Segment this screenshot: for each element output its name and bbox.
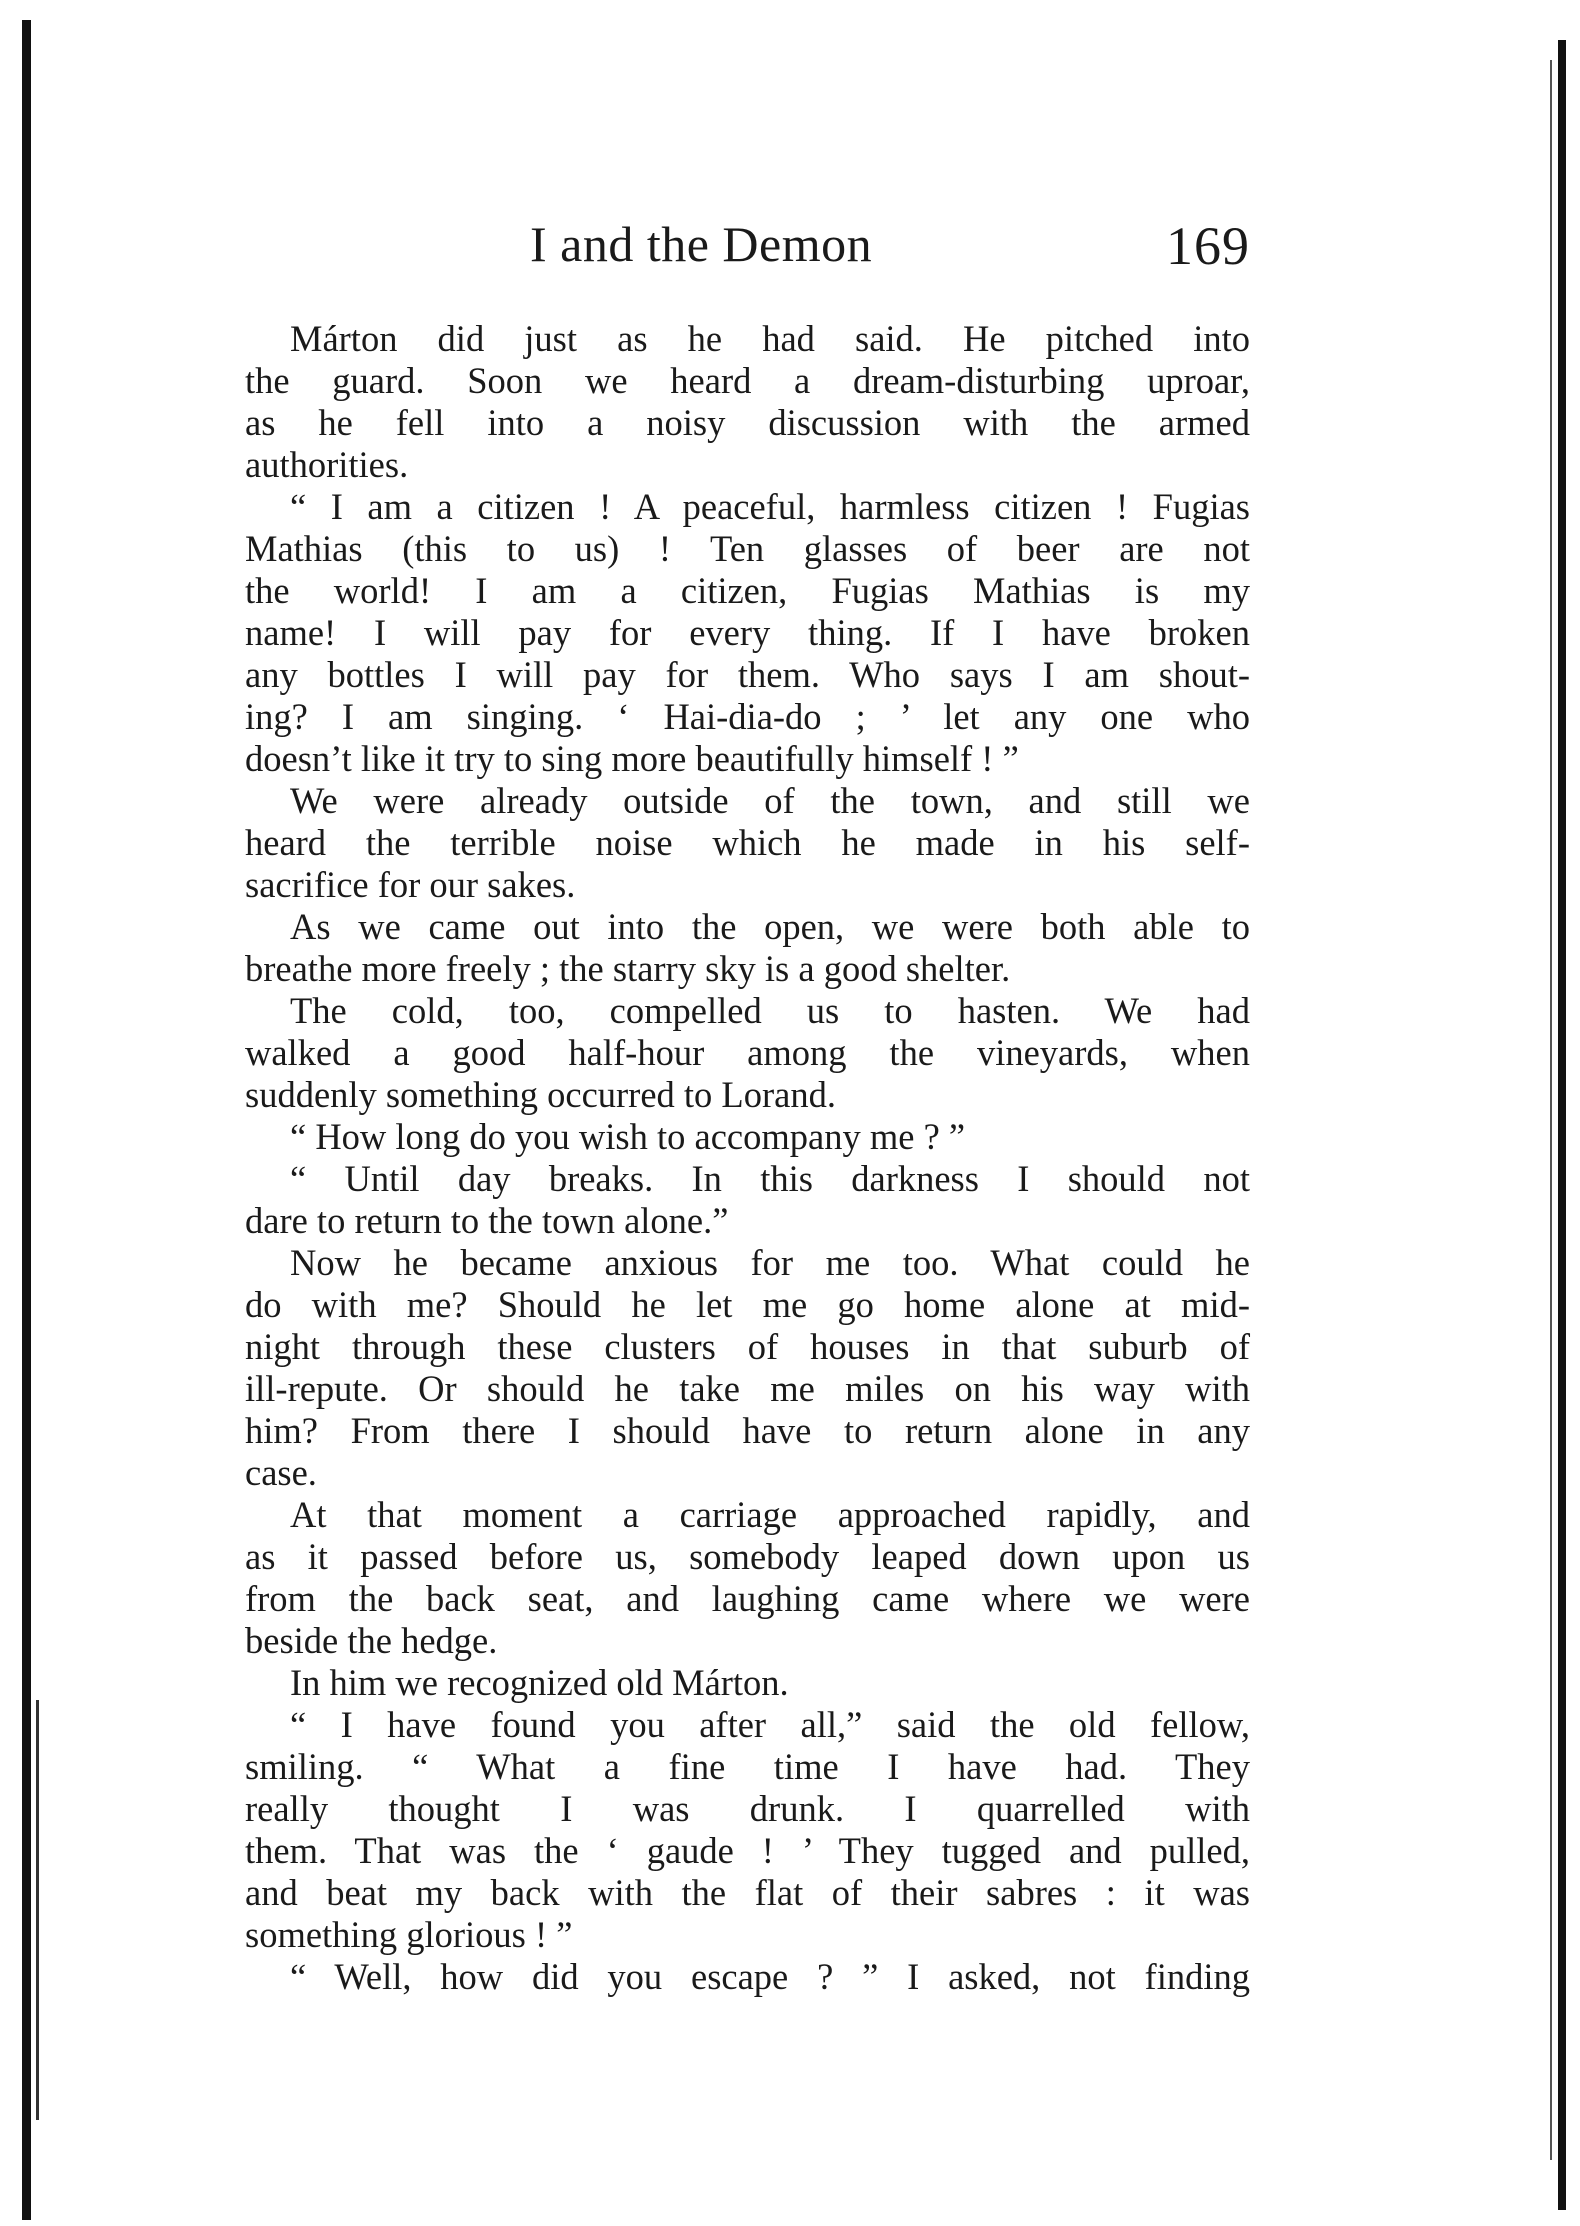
text-line: from the back seat, and laughing came where we were — [245, 1578, 1250, 1619]
body-text — [245, 318, 1250, 1998]
text-line: do with me? Should he let me go home alone at mid- — [245, 1284, 1250, 1325]
text-line: and beat my back with the flat of their sabres : it was — [245, 1872, 1250, 1913]
text-line: Now he became anxious for me too. What could he — [290, 1242, 1250, 1283]
scan-edge-left — [22, 20, 31, 2220]
text-line: him? From there I should have to return alone in any — [245, 1410, 1250, 1451]
text-line: breathe more freely ; the starry sky is a good shelter. — [245, 948, 1011, 989]
text-line: As we came out into the open, we were both able to — [290, 906, 1250, 947]
text-line: “ Until day breaks. In this darkness I should not — [290, 1158, 1250, 1199]
text-line: “ I am a citizen ! A peaceful, harmless citizen ! Fugias — [290, 486, 1250, 527]
running-header — [245, 215, 1250, 285]
text-line: ill-repute. Or should he take me miles on his way with — [245, 1368, 1250, 1409]
scan-edge-right-thin — [1550, 60, 1552, 2160]
text-line: case. — [245, 1452, 317, 1493]
text-line: the guard. Soon we heard a dream-disturbing uproar, — [245, 360, 1250, 401]
text-line: sacrifice for our sakes. — [245, 864, 576, 905]
running-title: I and the Demon — [530, 216, 873, 272]
text-line: any bottles I will pay for them. Who says I am shout- — [245, 654, 1250, 695]
text-line: walked a good half-hour among the vineyards, when — [245, 1032, 1250, 1073]
text-line: At that moment a carriage approached rapidly, and — [290, 1494, 1250, 1535]
text-line: smiling. “ What a fine time I have had. They — [245, 1746, 1250, 1787]
text-line: something glorious ! ” — [245, 1914, 573, 1955]
text-line: Mathias (this to us) ! Ten glasses of beer are not — [245, 528, 1250, 569]
text-line: night through these clusters of houses in that suburb of — [245, 1326, 1250, 1367]
text-line: heard the terrible noise which he made in his self- — [245, 822, 1250, 863]
text-line: doesn’t like it try to sing more beautifully himself ! ” — [245, 738, 1019, 779]
text-line: “ How long do you wish to accompany me ? ” — [290, 1116, 966, 1157]
text-line: really thought I was drunk. I quarrelled with — [245, 1788, 1250, 1829]
scan-edge-right — [1558, 40, 1566, 2210]
text-line: In him we recognized old Márton. — [290, 1662, 789, 1703]
text-line: name! I will pay for every thing. If I have broken — [245, 612, 1250, 653]
text-line: We were already outside of the town, and still we — [290, 780, 1250, 821]
text-line: “ Well, how did you escape ? ” I asked, not finding — [290, 1956, 1250, 1997]
text-line: them. That was the ‘ gaude ! ’ They tugged and pulled, — [245, 1830, 1250, 1871]
text-line: as he fell into a noisy discussion with the armed — [245, 402, 1250, 443]
text-line: dare to return to the town alone.” — [245, 1200, 729, 1241]
scan-edge-left-thin — [36, 1700, 39, 2120]
page-number: 169 — [1166, 216, 1250, 276]
text-line: as it passed before us, somebody leaped down upon us — [245, 1536, 1250, 1577]
text-line: beside the hedge. — [245, 1620, 498, 1661]
text-line: “ I have found you after all,” said the old fellow, — [290, 1704, 1250, 1745]
text-line: suddenly something occurred to Lorand. — [245, 1074, 836, 1115]
text-line: authorities. — [245, 444, 409, 485]
text-line: Márton did just as he had said. He pitched into — [290, 318, 1250, 359]
text-line: ing? I am singing. ‘ Hai-dia-do ; ’ let any one who — [245, 696, 1250, 737]
text-line: The cold, too, compelled us to hasten. We had — [290, 990, 1250, 1031]
text-line: the world! I am a citizen, Fugias Mathias is my — [245, 570, 1250, 611]
